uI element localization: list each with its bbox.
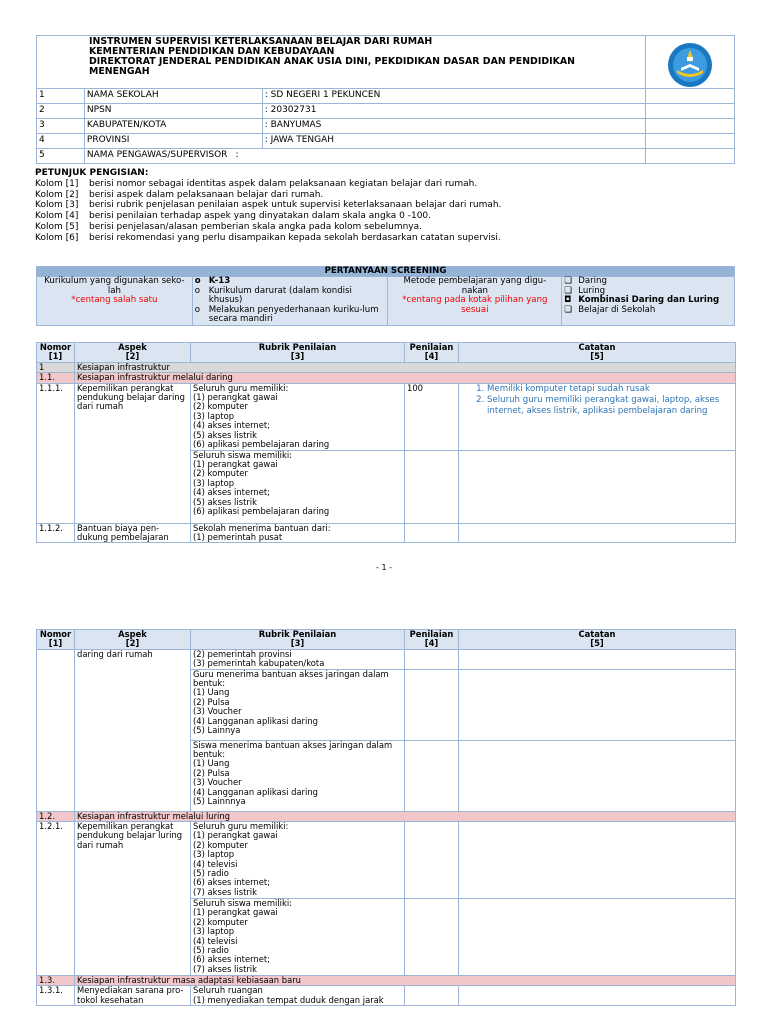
kemdikbud-logo-icon <box>667 42 713 88</box>
kurikulum-options <box>192 277 388 326</box>
info-no: 5 <box>37 149 85 164</box>
instruction-item: Kolom [2] berisi aspek dalam pelaksanaan belajar dari rumah. <box>35 189 324 200</box>
metode-checkbox[interactable]: ❑ Luring <box>564 285 606 296</box>
title-line: KEMENTERIAN PENDIDIKAN DAN KEBUDAYAAN <box>89 46 335 57</box>
kurikulum-option[interactable]: o K-13 <box>194 276 231 287</box>
info-label: NPSN <box>84 104 262 119</box>
info-label: KABUPATEN/KOTA <box>84 119 262 134</box>
info-value: : BANYUMAS <box>262 119 645 134</box>
notes-cell[interactable] <box>459 669 736 740</box>
title-line: INSTRUMEN SUPERVISI KETERLAKSANAAN BELAJAR DARI RUMAH <box>89 36 433 47</box>
info-row <box>37 119 735 134</box>
instruction-item: Kolom [4] berisi penilaian terhadap aspek yang dinyatakan dalam skala angka 0 -100. <box>35 211 432 222</box>
title-line: DIREKTORAT JENDERAL PENDIDIKAN ANAK USIA DINI, PEKDIDIKAN DASAR DAN PENDIDIKAN <box>89 56 575 67</box>
table-row: 1.3.1. Menyediakan sarana pro-tokol kesehatan Seluruh ruangan (1) menyediakan tempat duduk dengan jarak <box>37 986 736 1006</box>
document-title <box>37 36 646 89</box>
instruction-item: Kolom [3] berisi rubrik penjelasan penilaian aspek untuk supervisi keterlaksanaan belajar dari rumah. <box>35 200 502 211</box>
screening-title: PERTANYAAN SCREENING <box>37 267 735 277</box>
header-table <box>36 35 735 164</box>
instructions <box>35 168 735 244</box>
section-row: 1 Kesiapan infrastruktur <box>37 362 736 372</box>
table-row: 1.1.2. Bantuan biaya pen-dukung pembelajaran Sekolah menerima bantuan dari: (1) pemerintah pusat <box>37 523 736 543</box>
subsection-row: 1.1. Kesiapan infrastruktur melalui daring <box>37 373 736 383</box>
info-no: 1 <box>37 89 85 104</box>
notes-cell[interactable] <box>459 649 736 669</box>
notes-cell[interactable] <box>459 450 736 523</box>
info-no: 3 <box>37 119 85 134</box>
column-header-row: Nomor [1] Aspek [2] Rubrik Penilaian [3] Penilaian [4] Catatan [5] <box>37 630 736 650</box>
kurikulum-question: Kurikulum yang digunakan seko-lah *centang salah satu <box>37 277 193 326</box>
info-value: : 20302731 <box>262 104 645 119</box>
score-cell[interactable] <box>405 523 459 543</box>
table-row: daring dari rumah (2) pemerintah provinsi (3) pemerintah kabupaten/kota <box>37 649 736 669</box>
info-row <box>37 134 735 149</box>
subsection-row: 1.3. Kesiapan infrastruktur masa adaptasi kebiasaan baru <box>37 976 736 986</box>
instruction-item: Kolom [1] berisi nomor sebagai identitas aspek dalam pelaksanaan kegiatan belajar dari rumah. <box>35 178 478 189</box>
table-row: Seluruh siswa memiliki: (1) perangkat gawai (2) komputer (3) laptop (4) televisi (5) radio (6) akses internet; (7) akses listrik <box>37 899 736 976</box>
screening-table <box>36 266 735 326</box>
logo-cell <box>646 36 735 89</box>
instruction-item: Kolom [5] berisi penjelasan/alasan pemberian skala angka pada kolom sebelumnya. <box>35 221 422 232</box>
info-label: PROVINSI <box>84 134 262 149</box>
metode-checkbox[interactable]: ❑ Belajar di Sekolah <box>564 304 656 315</box>
metode-options <box>562 277 735 326</box>
score-cell[interactable] <box>405 740 459 811</box>
score-cell[interactable] <box>405 986 459 1006</box>
info-label: NAMA PENGAWAS/SUPERVISOR : <box>84 149 645 164</box>
notes-cell[interactable] <box>459 899 736 976</box>
table-row: Siswa menerima bantuan akses jaringan dalam bentuk: (1) Uang (2) Pulsa (3) Voucher (4) Langganan aplikasi daring (5) Lainnnya <box>37 740 736 811</box>
metode-checkbox[interactable]: ❑ Daring <box>564 276 607 287</box>
score-cell[interactable] <box>405 669 459 740</box>
notes-cell[interactable] <box>459 523 736 543</box>
notes-cell[interactable] <box>459 822 736 899</box>
table-row: Guru menerima bantuan akses jaringan dalam bentuk: (1) Uang (2) Pulsa (3) Voucher (4) Langganan aplikasi daring (5) Lainnya <box>37 669 736 740</box>
kurikulum-option[interactable]: o Melakukan penyederhanaan kuriku-lum secara mandiri <box>194 304 379 325</box>
score-cell[interactable] <box>405 450 459 523</box>
kurikulum-option[interactable]: o Kurikulum darurat (dalam kondisi khusus) <box>194 285 352 306</box>
info-row <box>37 104 735 119</box>
title-line: MENENGAH <box>89 66 150 77</box>
info-no: 2 <box>37 104 85 119</box>
score-cell[interactable]: 100 <box>405 383 459 450</box>
notes-cell[interactable]: 1. Memiliki komputer tetapi sudah rusak 2. Seluruh guru memiliki perangkat gawai, laptop, akses internet, akses listrik, aplikasi pembelajaran daring <box>459 383 736 450</box>
instruction-item: Kolom [6] berisi rekomendasi yang perlu disampaikan kepada sekolah berdasarkan catatan supervisi. <box>35 232 501 243</box>
column-header-row: Nomor [1] Aspek [2] Rubrik Penilaian [3] Penilaian [4] Catatan [5] <box>37 343 736 363</box>
page-number: - 1 - <box>376 563 392 572</box>
info-value: : JAWA TENGAH <box>262 134 645 149</box>
table-row: Seluruh siswa memiliki: (1) perangkat gawai (2) komputer (3) laptop (4) akses internet; (5) akses listrik (6) aplikasi pembelajaran daring <box>37 450 736 523</box>
info-no: 4 <box>37 134 85 149</box>
info-label: NAMA SEKOLAH <box>84 89 262 104</box>
info-row <box>37 149 735 164</box>
table-row: 1.2.1. Kepemilikan perangkat pendukung belajar luring dari rumah Seluruh guru memiliki: (1) perangkat gawai (2) komputer (3) laptop (4) televisi (5) radio (6) akses internet; (7) akses listrik <box>37 822 736 899</box>
score-cell[interactable] <box>405 899 459 976</box>
notes-cell[interactable] <box>459 986 736 1006</box>
notes-cell[interactable] <box>459 740 736 811</box>
metode-question: Metode pembelajaran yang digu-nakan *centang pada kotak pilihan yang sesuai <box>388 277 562 326</box>
score-cell[interactable] <box>405 649 459 669</box>
info-value: : SD NEGERI 1 PEKUNCEN <box>262 89 645 104</box>
metode-checkbox[interactable]: ◘ Kombinasi Daring dan Luring <box>564 295 720 306</box>
table-row: 1.1.1. Kepemilikan perangkat pendukung belajar daring dari rumah Seluruh guru memiliki: (1) perangkat gawai (2) komputer (3) laptop (4) akses internet; (5) akses listrik (6) aplikasi pembelajaran daring 100 1. Memiliki komputer tetapi sudah rusak 2. Seluruh guru memiliki perangkat gawai, laptop, akses internet, akses listrik, aplikasi pembelajaran daring <box>37 383 736 450</box>
rubric-table-page1 <box>36 342 736 543</box>
info-row <box>37 89 735 104</box>
rubric-table-page2 <box>36 629 736 1006</box>
subsection-row: 1.2. Kesiapan infrastruktur melalui luring <box>37 811 736 821</box>
instructions-heading: PETUNJUK PENGISIAN: <box>35 168 149 178</box>
score-cell[interactable] <box>405 822 459 899</box>
